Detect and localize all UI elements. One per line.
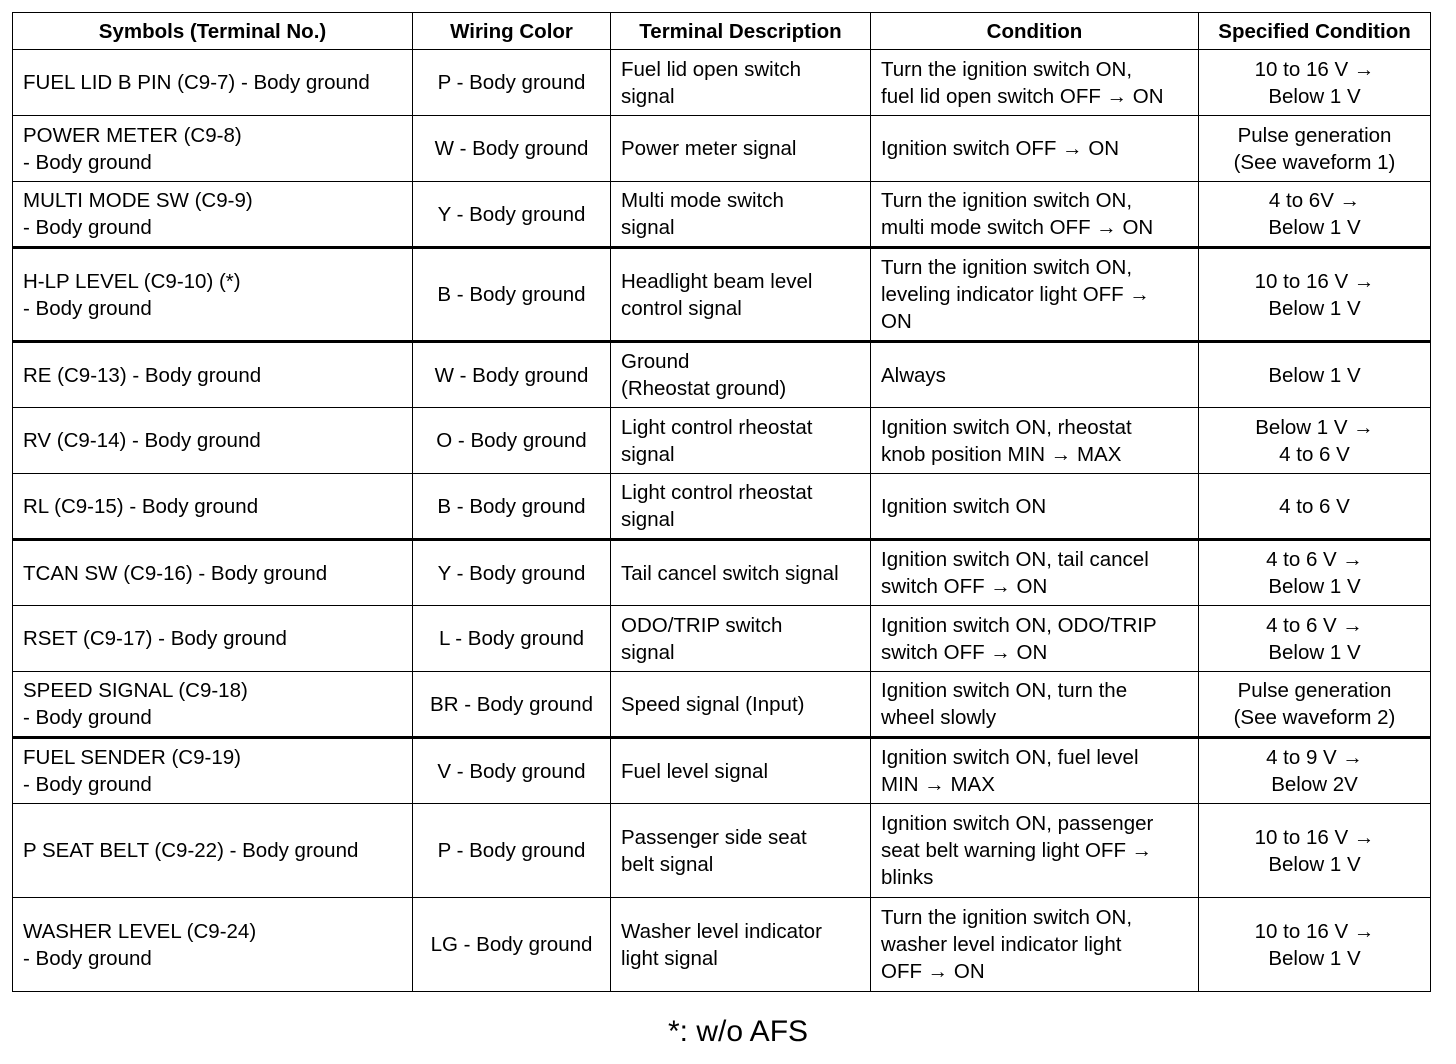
condition-cell: Turn the ignition switch ON, washer level indicator light OFF → ON xyxy=(871,898,1199,992)
specified-condition-cell: 4 to 6 V xyxy=(1199,474,1431,540)
wiring-color-cell: Y - Body ground xyxy=(413,540,611,606)
description-cell: Light control rheostat signal xyxy=(611,474,871,540)
specified-condition-cell: 4 to 9 V → Below 2V xyxy=(1199,738,1431,804)
wiring-color-cell: B - Body ground xyxy=(413,474,611,540)
description-cell: Washer level indicator light signal xyxy=(611,898,871,992)
specified-condition-cell: 10 to 16 V → Below 1 V xyxy=(1199,50,1431,116)
specified-condition-cell: 10 to 16 V → Below 1 V xyxy=(1199,248,1431,342)
specified-condition-cell: 4 to 6 V → Below 1 V xyxy=(1199,540,1431,606)
specified-condition-cell: Below 1 V xyxy=(1199,342,1431,408)
specified-condition-cell: 10 to 16 V → Below 1 V xyxy=(1199,804,1431,898)
description-cell: Passenger side seat belt signal xyxy=(611,804,871,898)
condition-cell: Ignition switch ON, fuel level MIN → MAX xyxy=(871,738,1199,804)
table-row xyxy=(13,898,1431,992)
symbol-cell: FUEL LID B PIN (C9-7) - Body ground xyxy=(13,50,413,116)
symbol-cell: H-LP LEVEL (C9-10) (*) - Body ground xyxy=(13,248,413,342)
condition-cell: Ignition switch ON, rheostat knob position MIN → MAX xyxy=(871,408,1199,474)
condition-cell: Always xyxy=(871,342,1199,408)
description-cell: Multi mode switch signal xyxy=(611,182,871,248)
condition-cell: Ignition switch ON, passenger seat belt warning light OFF → blinks xyxy=(871,804,1199,898)
wiring-color-cell: L - Body ground xyxy=(413,606,611,672)
header-specified-condition: Specified Condition xyxy=(1199,13,1431,50)
symbol-cell: RE (C9-13) - Body ground xyxy=(13,342,413,408)
symbol-cell: RL (C9-15) - Body ground xyxy=(13,474,413,540)
header-wiring-color: Wiring Color xyxy=(413,13,611,50)
header-condition: Condition xyxy=(871,13,1199,50)
wiring-color-cell: P - Body ground xyxy=(413,50,611,116)
table-row xyxy=(13,540,1431,606)
condition-cell: Ignition switch ON, turn the wheel slowly xyxy=(871,672,1199,738)
symbol-cell: FUEL SENDER (C9-19) - Body ground xyxy=(13,738,413,804)
specified-condition-cell: 10 to 16 V → Below 1 V xyxy=(1199,898,1431,992)
wiring-color-cell: Y - Body ground xyxy=(413,182,611,248)
specified-condition-cell: Pulse generation (See waveform 2) xyxy=(1199,672,1431,738)
description-cell: Light control rheostat signal xyxy=(611,408,871,474)
specified-condition-cell: Pulse generation (See waveform 1) xyxy=(1199,116,1431,182)
description-cell: ODO/TRIP switch signal xyxy=(611,606,871,672)
symbol-cell: WASHER LEVEL (C9-24) - Body ground xyxy=(13,898,413,992)
description-cell: Speed signal (Input) xyxy=(611,672,871,738)
table-header-row xyxy=(13,13,1431,50)
wiring-color-cell: P - Body ground xyxy=(413,804,611,898)
specified-condition-cell: 4 to 6 V → Below 1 V xyxy=(1199,606,1431,672)
table-row xyxy=(13,116,1431,182)
description-cell: Power meter signal xyxy=(611,116,871,182)
symbol-cell: POWER METER (C9-8) - Body ground xyxy=(13,116,413,182)
table-row xyxy=(13,248,1431,342)
condition-cell: Turn the ignition switch ON, multi mode switch OFF → ON xyxy=(871,182,1199,248)
description-cell: Fuel level signal xyxy=(611,738,871,804)
wiring-color-cell: V - Body ground xyxy=(413,738,611,804)
description-cell: Headlight beam level control signal xyxy=(611,248,871,342)
condition-cell: Ignition switch ON xyxy=(871,474,1199,540)
description-cell: Ground (Rheostat ground) xyxy=(611,342,871,408)
table-row xyxy=(13,342,1431,408)
symbol-cell: TCAN SW (C9-16) - Body ground xyxy=(13,540,413,606)
wiring-color-cell: W - Body ground xyxy=(413,116,611,182)
description-cell: Fuel lid open switch signal xyxy=(611,50,871,116)
specified-condition-cell: Below 1 V → 4 to 6 V xyxy=(1199,408,1431,474)
condition-cell: Ignition switch OFF → ON xyxy=(871,116,1199,182)
wiring-color-cell: BR - Body ground xyxy=(413,672,611,738)
condition-cell: Turn the ignition switch ON, leveling indicator light OFF → ON xyxy=(871,248,1199,342)
table-row xyxy=(13,672,1431,738)
symbol-cell: MULTI MODE SW (C9-9) - Body ground xyxy=(13,182,413,248)
table-row xyxy=(13,50,1431,116)
table-row xyxy=(13,408,1431,474)
symbol-cell: RSET (C9-17) - Body ground xyxy=(13,606,413,672)
table-row xyxy=(13,738,1431,804)
terminal-spec-table xyxy=(12,12,1431,992)
symbol-cell: P SEAT BELT (C9-22) - Body ground xyxy=(13,804,413,898)
header-terminal-description: Terminal Description xyxy=(611,13,871,50)
footnote: *: w/o AFS xyxy=(667,1015,809,1048)
condition-cell: Ignition switch ON, tail cancel switch OFF → ON xyxy=(871,540,1199,606)
wiring-color-cell: O - Body ground xyxy=(413,408,611,474)
condition-cell: Ignition switch ON, ODO/TRIP switch OFF → ON xyxy=(871,606,1199,672)
symbol-cell: SPEED SIGNAL (C9-18) - Body ground xyxy=(13,672,413,738)
description-cell: Tail cancel switch signal xyxy=(611,540,871,606)
table-row xyxy=(13,182,1431,248)
wiring-color-cell: B - Body ground xyxy=(413,248,611,342)
symbol-cell: RV (C9-14) - Body ground xyxy=(13,408,413,474)
table-row xyxy=(13,606,1431,672)
table-row xyxy=(13,804,1431,898)
table-row xyxy=(13,474,1431,540)
specified-condition-cell: 4 to 6V → Below 1 V xyxy=(1199,182,1431,248)
condition-cell: Turn the ignition switch ON, fuel lid open switch OFF → ON xyxy=(871,50,1199,116)
wiring-color-cell: W - Body ground xyxy=(413,342,611,408)
header-symbols: Symbols (Terminal No.) xyxy=(13,13,413,50)
wiring-color-cell: LG - Body ground xyxy=(413,898,611,992)
